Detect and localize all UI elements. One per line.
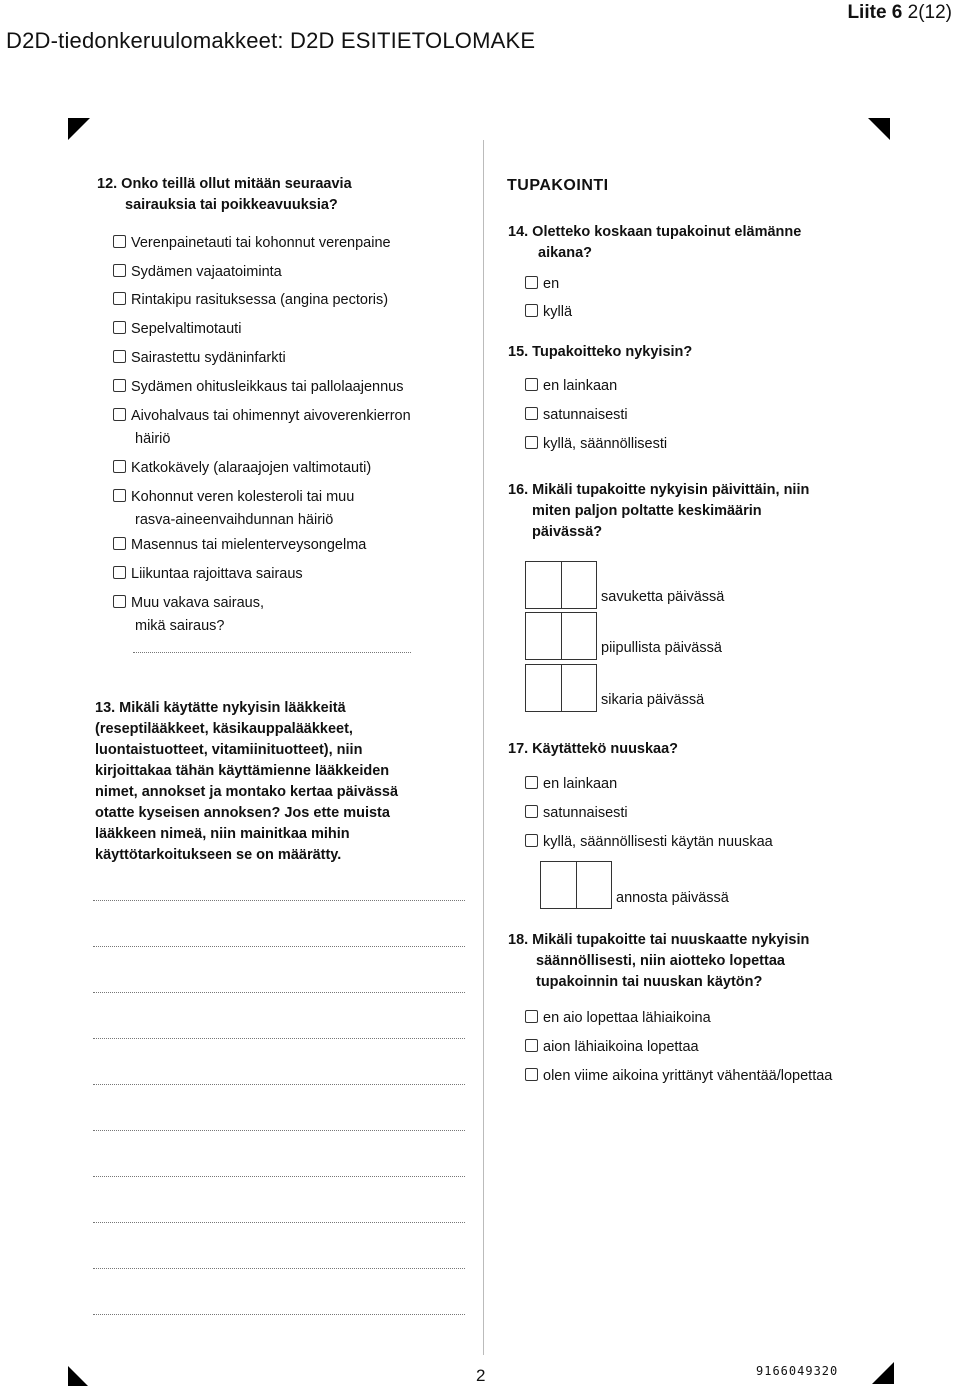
question-16 — [508, 480, 888, 543]
checkbox[interactable] — [525, 378, 538, 391]
checkbox[interactable] — [525, 1068, 538, 1081]
q12-option-angina[interactable] — [113, 290, 388, 310]
document-title: D2D-tiedonkeruulomakkeet: D2D ESITIETOLOMAKE — [6, 28, 536, 53]
q14-option-no[interactable] — [525, 274, 559, 294]
medication-answer-line[interactable] — [93, 1038, 465, 1039]
medication-answer-line[interactable] — [93, 1222, 465, 1223]
q12-option-depression[interactable] — [113, 535, 366, 555]
checkbox[interactable] — [525, 1010, 538, 1023]
checkbox[interactable] — [525, 805, 538, 818]
medication-answer-line[interactable] — [93, 900, 465, 901]
checkbox[interactable] — [113, 537, 126, 550]
question-13-line: kirjoittakaa tähän käyttämienne lääkkeiden — [95, 763, 390, 779]
checkbox[interactable] — [113, 321, 126, 334]
q15-option-not-at-all[interactable] — [525, 376, 617, 396]
question-14 — [508, 222, 878, 264]
checkbox[interactable] — [113, 292, 126, 305]
attachment-label: Liite 6 — [847, 2, 903, 23]
q12-option-hypertension[interactable] — [113, 233, 391, 253]
cigars-per-day-input[interactable] — [525, 664, 597, 712]
option-label: Sepelvaltimotauti — [131, 321, 242, 337]
medication-answer-line[interactable] — [93, 946, 465, 947]
option-label: aion lähiaikoina lopettaa — [543, 1039, 699, 1055]
checkbox[interactable] — [113, 595, 126, 608]
question-12-line-2: sairauksia tai poikkeavuuksia? — [125, 197, 338, 213]
q12-option-claudication[interactable] — [113, 458, 371, 478]
question-17: 17. Käytättekö nuuskaa? — [508, 741, 679, 757]
registration-mark-bottom-right — [872, 1362, 894, 1384]
other-disease-answer-line[interactable] — [133, 652, 411, 653]
form-code: 9166049320 — [756, 1364, 839, 1378]
option-label: kyllä, säännöllisesti käytän nuuskaa — [543, 834, 773, 850]
question-18-line-3: tupakoinnin tai nuuskan käytön? — [536, 974, 763, 990]
registration-mark-top-right — [868, 118, 890, 140]
question-13-line: luontaistuotteet, vitamiinituotteet), niin — [95, 742, 363, 758]
question-13-line: käyttötarkoitukseen se on määrätty. — [95, 847, 342, 863]
checkbox[interactable] — [113, 235, 126, 248]
q12-option-cholesterol[interactable] — [113, 487, 354, 530]
pipes-per-day-label: piipullista päivässä — [601, 640, 722, 656]
cigars-per-day-label: sikaria päivässä — [601, 692, 705, 708]
checkbox[interactable] — [525, 776, 538, 789]
cigarettes-per-day-label: savuketta päivässä — [601, 589, 725, 605]
medication-answer-line[interactable] — [93, 1314, 465, 1315]
q12-option-heart-failure[interactable] — [113, 262, 282, 282]
q12-option-coronary-disease[interactable] — [113, 319, 241, 339]
option-label: Muu vakava sairaus, — [131, 595, 264, 611]
q12-option-stroke[interactable] — [113, 406, 411, 449]
snus-doses-per-day-input[interactable] — [540, 861, 612, 909]
pipes-per-day-input[interactable] — [525, 612, 597, 660]
checkbox[interactable] — [525, 304, 538, 317]
question-14-line-1: 14. Oletteko koskaan tupakoinut elämänne — [508, 224, 802, 240]
cigarettes-per-day-input[interactable] — [525, 561, 597, 609]
q18-option-not-quitting[interactable] — [525, 1008, 711, 1028]
q12-option-bypass[interactable] — [113, 377, 403, 397]
section-title-smoking: TUPAKOINTI — [507, 177, 609, 194]
checkbox[interactable] — [113, 350, 126, 363]
option-label: kyllä, säännöllisesti — [543, 436, 668, 452]
question-13-line: 13. Mikäli käytätte nykyisin lääkkeitä — [95, 700, 346, 716]
checkbox[interactable] — [525, 436, 538, 449]
option-label-continued: häiriö — [135, 431, 171, 447]
question-12 — [97, 174, 457, 216]
question-13-line: nimet, annokset ja montako kertaa päivässä — [95, 784, 399, 800]
q18-option-plan-to-quit[interactable] — [525, 1037, 699, 1057]
option-label: olen viime aikoina yrittänyt vähentää/lopettaa — [543, 1068, 833, 1084]
checkbox[interactable] — [113, 460, 126, 473]
medication-answer-line[interactable] — [93, 1176, 465, 1177]
question-15: 15. Tupakoitteko nykyisin? — [508, 344, 693, 360]
page-number: 2 — [476, 1366, 486, 1385]
attachment-reference — [847, 2, 952, 24]
question-18 — [508, 930, 898, 993]
checkbox[interactable] — [525, 1039, 538, 1052]
question-13 — [95, 698, 475, 866]
checkbox[interactable] — [525, 276, 538, 289]
column-divider — [483, 140, 484, 1355]
question-14-line-2: aikana? — [538, 245, 592, 261]
question-16-line-1: 16. Mikäli tupakoitte nykyisin päivittäin, niin — [508, 482, 810, 498]
option-label: Rintakipu rasituksessa (angina pectoris) — [131, 292, 389, 308]
question-18-line-2: säännöllisesti, niin aiotteko lopettaa — [536, 953, 785, 969]
q14-option-yes[interactable] — [525, 302, 572, 322]
q12-option-infarction[interactable] — [113, 348, 286, 368]
q17-option-not-at-all[interactable] — [525, 774, 617, 794]
option-label: Liikuntaa rajoittava sairaus — [131, 566, 303, 582]
q17-option-occasionally[interactable] — [525, 803, 628, 823]
q15-option-regularly[interactable] — [525, 434, 667, 454]
option-label-continued: rasva-aineenvaihdunnan häiriö — [135, 512, 334, 528]
attachment-page: 2(12) — [907, 2, 952, 23]
option-label: kyllä — [543, 304, 573, 320]
option-label: en lainkaan — [543, 378, 618, 394]
question-13-line: (reseptilääkkeet, käsikauppalääkkeet, — [95, 721, 353, 737]
medication-answer-line[interactable] — [93, 1130, 465, 1131]
option-label: Katkokävely (alaraajojen valtimotauti) — [131, 460, 372, 476]
checkbox[interactable] — [113, 379, 126, 392]
checkbox[interactable] — [113, 408, 126, 421]
question-13-line: otatte kyseisen annoksen? Jos ette muista — [95, 805, 390, 821]
option-label: satunnaisesti — [543, 805, 628, 821]
option-label: en lainkaan — [543, 776, 618, 792]
checkbox[interactable] — [525, 834, 538, 847]
q12-option-other-disease[interactable] — [113, 593, 264, 636]
checkbox[interactable] — [525, 407, 538, 420]
q15-option-occasionally[interactable] — [525, 405, 628, 425]
registration-mark-top-left — [68, 118, 90, 140]
medication-answer-line[interactable] — [93, 1084, 465, 1085]
registration-mark-bottom-left — [68, 1366, 88, 1386]
checkbox[interactable] — [113, 566, 126, 579]
medication-answer-line[interactable] — [93, 1268, 465, 1269]
question-13-line: lääkkeen nimeä, niin mainitkaa mihin — [95, 826, 350, 842]
checkbox[interactable] — [113, 489, 126, 502]
option-label: Masennus tai mielenterveysongelma — [131, 537, 367, 553]
checkbox[interactable] — [113, 264, 126, 277]
question-18-line-1: 18. Mikäli tupakoitte tai nuuskaatte nykyisin — [508, 932, 810, 948]
question-16-line-2: miten paljon poltatte keskimäärin — [532, 503, 762, 519]
option-label: en — [543, 276, 560, 292]
q18-option-tried-to-reduce[interactable] — [525, 1066, 832, 1086]
option-label: Sydämen vajaatoiminta — [131, 264, 282, 280]
q12-option-mobility-disease[interactable] — [113, 564, 303, 584]
option-label: satunnaisesti — [543, 407, 628, 423]
q17-option-regularly[interactable] — [525, 832, 773, 852]
question-16-line-3: päivässä? — [532, 524, 603, 540]
option-label: Sydämen ohitusleikkaus tai pallolaajennus — [131, 379, 404, 395]
question-12-line-1: 12. Onko teillä ollut mitään seuraavia — [97, 176, 352, 192]
option-label: Verenpainetauti tai kohonnut verenpaine — [131, 235, 391, 251]
option-label: Aivohalvaus tai ohimennyt aivoverenkierron — [131, 408, 411, 424]
medication-answer-line[interactable] — [93, 992, 465, 993]
snus-doses-per-day-label: annosta päivässä — [616, 890, 729, 906]
option-label: Sairastettu sydäninfarkti — [131, 350, 286, 366]
option-label: en aio lopettaa lähiaikoina — [543, 1010, 711, 1026]
option-label: Kohonnut veren kolesteroli tai muu — [131, 489, 355, 505]
option-label-continued: mikä sairaus? — [135, 618, 225, 634]
